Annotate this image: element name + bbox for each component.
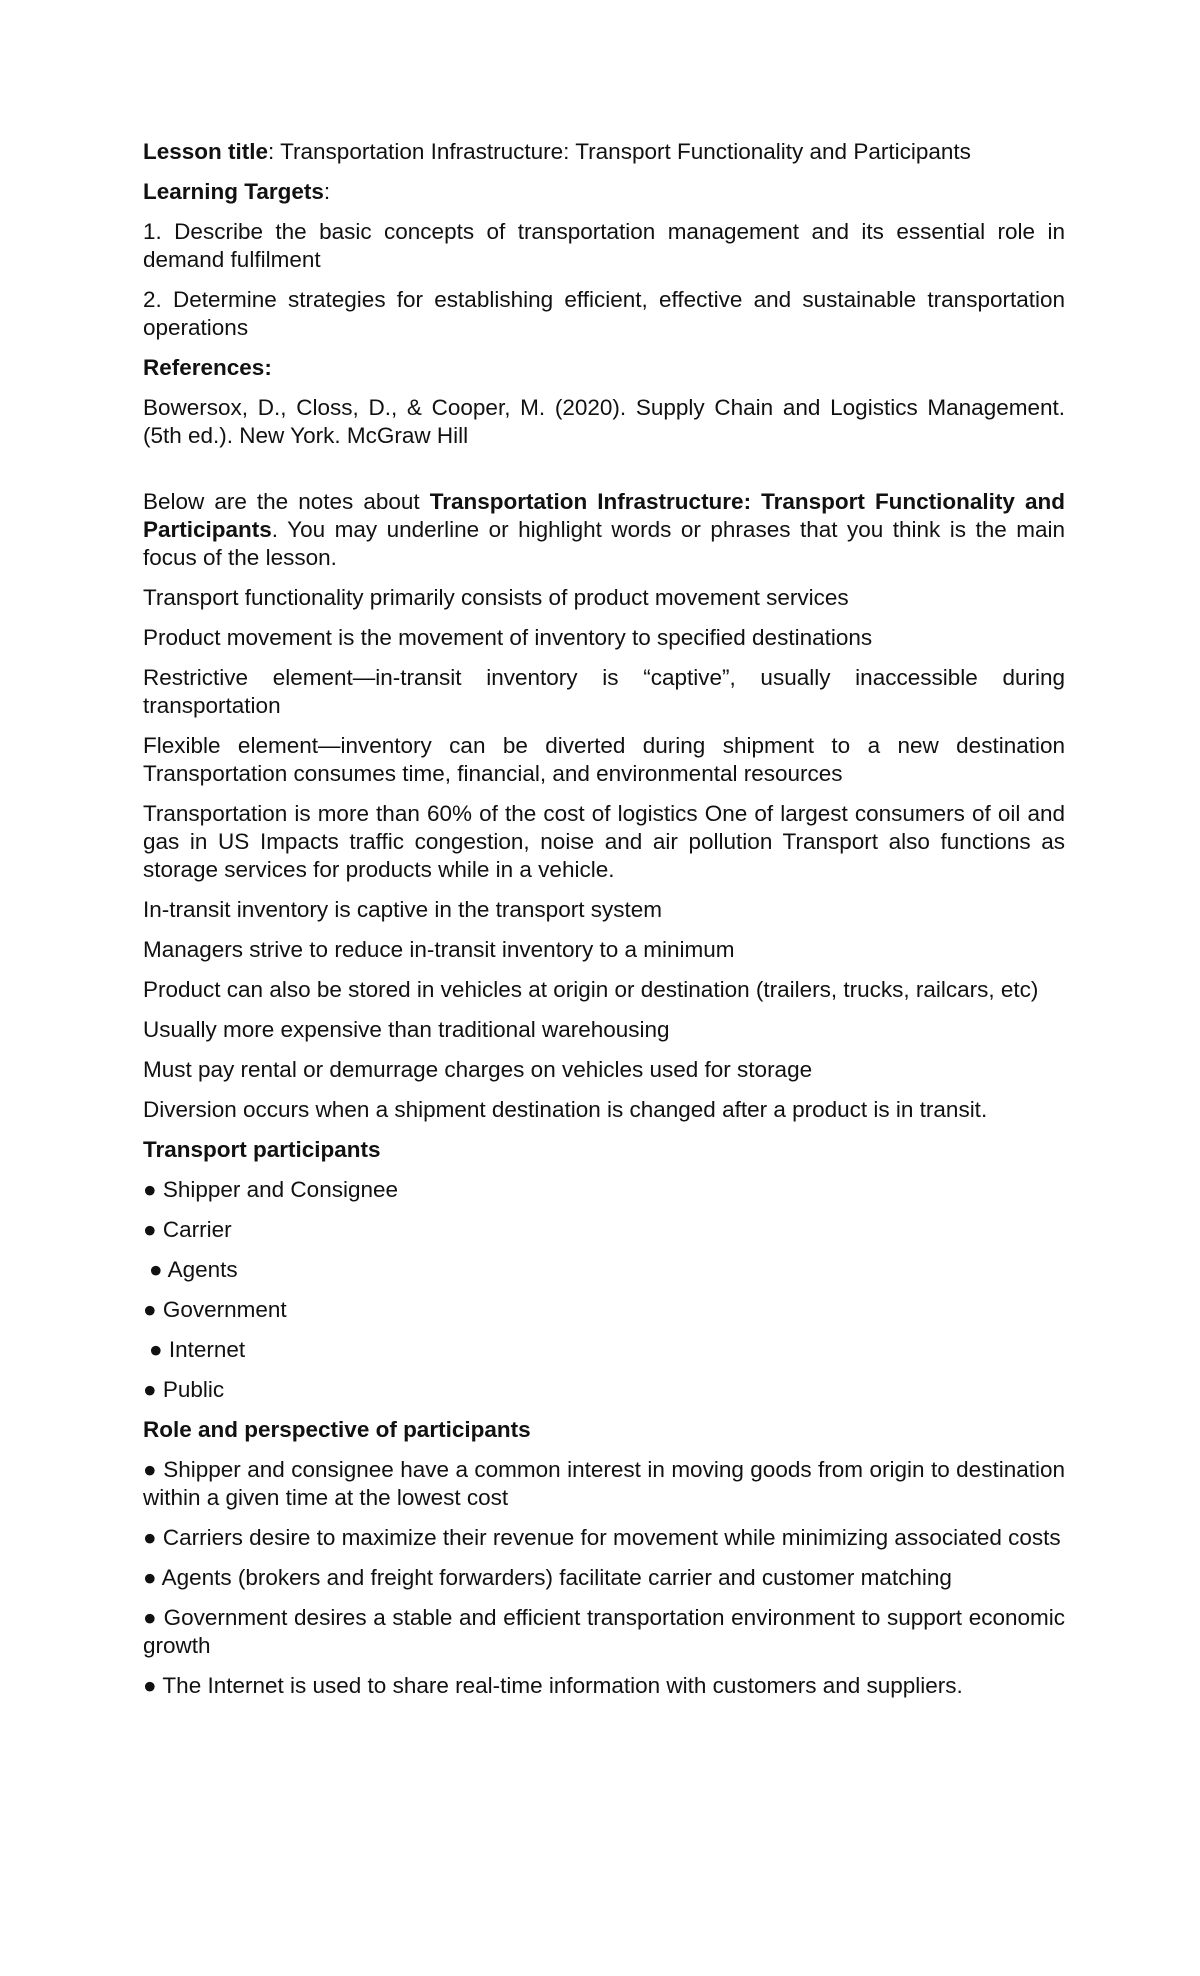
lesson-title-label: Lesson title (143, 139, 269, 164)
lesson-title (143, 138, 1065, 166)
participant-item: ● Shipper and Consignee (143, 1177, 399, 1202)
note-paragraph: Diversion occurs when a shipment destination is changed after a product is in transit. (143, 1097, 988, 1122)
note-paragraph: Managers strive to reduce in-transit inventory to a minimum (143, 937, 735, 962)
role-item: ● The Internet is used to share real-time information with customers and suppliers. (143, 1673, 963, 1698)
intro-paragraph: Below are the notes about Transportation Infrastructure: Transport Functionality and Participants. You may underline or highlight words or phrases that you think is the main focus of the lesson. (143, 489, 1065, 570)
learning-target-item: 2. Determine strategies for establishing efficient, effective and sustainable transportation operations (143, 287, 1065, 340)
participant-item: ● Agents (149, 1257, 238, 1282)
note-paragraph: Usually more expensive than traditional warehousing (143, 1017, 670, 1042)
roles-heading: Role and perspective of participants (143, 1417, 531, 1442)
participant-item: ● Internet (149, 1337, 246, 1362)
learning-targets-heading: Learning Targets: (143, 179, 331, 204)
role-item: ● Government desires a stable and efficient transportation environment to support economic growth (143, 1605, 1065, 1658)
intro-bold-topic: Transportation Infrastructure: Transport Functionality and Participants (143, 489, 1065, 542)
role-item: ● Agents (brokers and freight forwarders) facilitate carrier and customer matching (143, 1565, 952, 1590)
document-page (143, 138, 1065, 1712)
references-heading: References: (143, 355, 272, 380)
note-paragraph: Transportation is more than 60% of the cost of logistics One of largest consumers of oil and gas in US Impacts traffic congestion, noise and air pollution Transport also functions as storage services for products while in a vehicle. (143, 801, 1065, 882)
note-paragraph: Product can also be stored in vehicles at origin or destination (trailers, trucks, railcars, etc) (143, 977, 1039, 1002)
lesson-title-text: : Transportation Infrastructure: Transport Functionality and Participants (268, 139, 971, 164)
learning-target-item: 1. Describe the basic concepts of transportation management and its essential role in demand fulfilment (143, 219, 1065, 272)
note-paragraph: Transport functionality primarily consists of product movement services (143, 585, 849, 610)
participant-item: ● Carrier (143, 1217, 232, 1242)
spacer (143, 462, 1065, 488)
references-text: Bowersox, D., Closs, D., & Cooper, M. (2020). Supply Chain and Logistics Management. (5th ed.). New York. McGraw Hill (143, 395, 1065, 448)
participant-item: ● Public (143, 1377, 225, 1402)
note-paragraph: Product movement is the movement of inventory to specified destinations (143, 625, 873, 650)
note-paragraph: Must pay rental or demurrage charges on vehicles used for storage (143, 1057, 813, 1082)
note-paragraph: Restrictive element—in-transit inventory is “captive”, usually inaccessible during transportation (143, 665, 1065, 718)
note-paragraph: Flexible element—inventory can be diverted during shipment to a new destination Transportation consumes time, financial, and environmental resources (143, 733, 1065, 786)
participant-item: ● Government (143, 1297, 287, 1322)
participants-heading: Transport participants (143, 1137, 381, 1162)
role-item: ● Shipper and consignee have a common interest in moving goods from origin to destination within a given time at the lowest cost (143, 1457, 1065, 1510)
note-paragraph: In-transit inventory is captive in the transport system (143, 897, 662, 922)
role-item: ● Carriers desire to maximize their revenue for movement while minimizing associated costs (143, 1525, 1061, 1550)
